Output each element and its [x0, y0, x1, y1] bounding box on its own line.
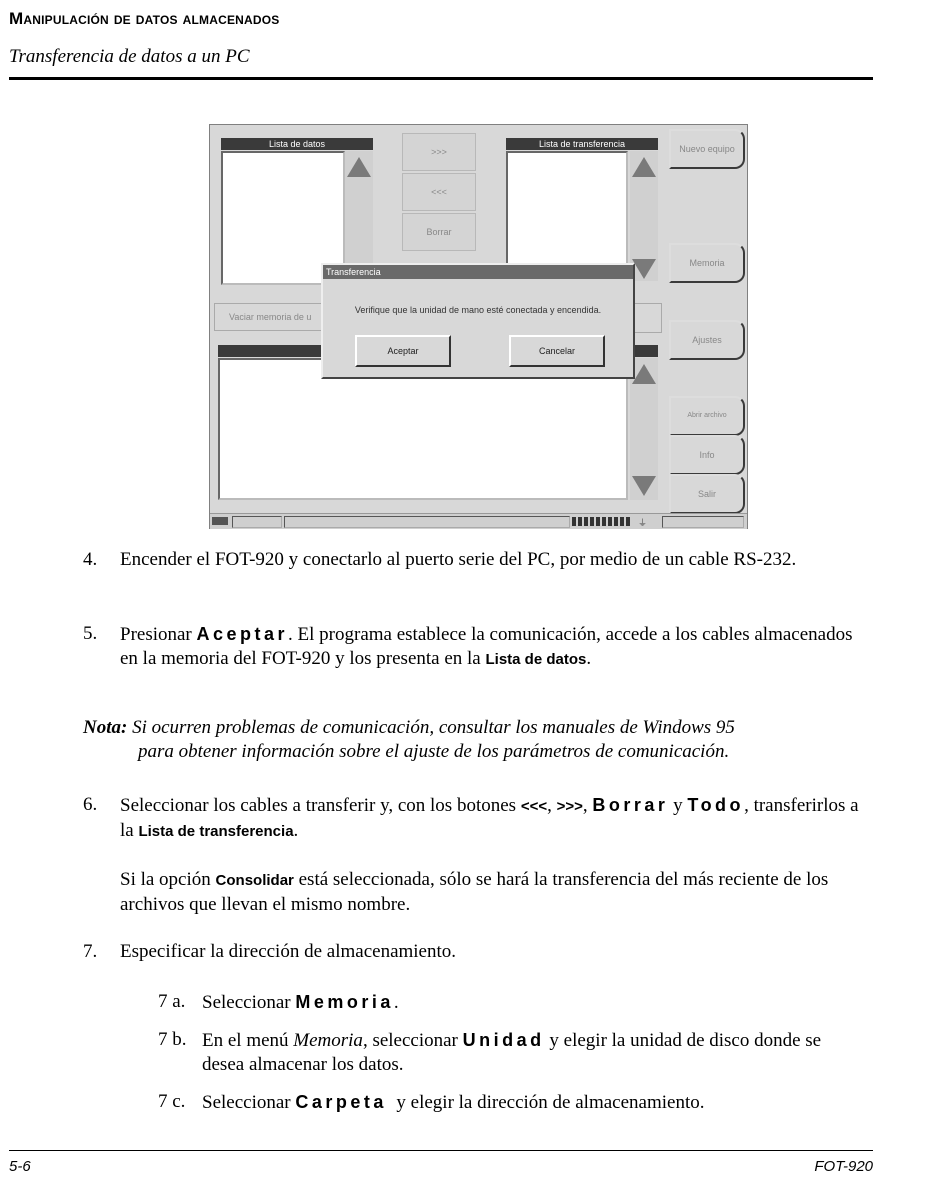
step-5-text — [120, 622, 860, 672]
borrar-keyword: Borrar — [592, 795, 669, 815]
section-subtitle: Transferencia de datos a un PC — [9, 46, 250, 67]
step-6-text — [120, 793, 865, 844]
text-run: , — [547, 795, 557, 816]
memoria-button[interactable]: Memoria — [669, 243, 745, 283]
transfer-window-screenshot — [209, 124, 748, 529]
vaciar-memoria-button[interactable]: Vaciar memoria de u — [214, 303, 340, 331]
lista-datos-title: Lista de datos — [221, 138, 373, 150]
move-right-button[interactable]: >>> — [402, 133, 476, 171]
carpeta-keyword: Carpeta — [295, 1092, 387, 1112]
substep-number: 7 b. — [158, 1029, 187, 1050]
step-7-text: Especificar la dirección de almacenamiento. — [120, 941, 457, 962]
step-7c-text — [202, 1090, 862, 1115]
dialog-title: Transferencia — [323, 265, 633, 279]
text-run: y — [668, 795, 688, 816]
aceptar-button[interactable]: Aceptar — [355, 335, 451, 367]
cancelar-button[interactable]: Cancelar — [509, 335, 605, 367]
note-line-1 — [83, 716, 883, 740]
substep-number: 7 c. — [158, 1091, 186, 1112]
plug-icon: ⏚ — [638, 518, 648, 528]
step-number: 4. — [83, 549, 98, 570]
unidad-keyword: Unidad — [462, 1030, 545, 1050]
status-cell — [232, 516, 282, 528]
text-run: . El programa establece la comunicación, accede a los cables almacenados en la memoria del FOT-920 y los presenta en la — [120, 624, 853, 669]
text-run: , seleccionar — [362, 1030, 463, 1051]
aceptar-keyword: Aceptar — [196, 624, 289, 644]
lista-transferencia-keyword: Lista de transferencia — [138, 823, 294, 840]
text-run: Si la opción — [120, 869, 216, 890]
text-run: . — [393, 992, 399, 1013]
text-run: y elegir la dirección de almacenamiento. — [386, 1092, 705, 1113]
consolidar-keyword: Consolidar — [215, 872, 294, 889]
connection-icon — [212, 517, 228, 525]
substep-number: 7 a. — [158, 991, 186, 1012]
left-arrows-keyword: <<< — [520, 798, 548, 815]
todo-keyword: Todo — [687, 795, 745, 815]
salir-button[interactable]: Salir — [669, 474, 745, 514]
note-label: Nota: — [83, 717, 128, 738]
bottom-list-scrollbar[interactable] — [630, 358, 658, 500]
text-run: Seleccionar — [202, 992, 296, 1013]
option-box[interactable] — [632, 303, 662, 333]
progress-icon — [572, 517, 632, 526]
step-7a-text — [202, 990, 862, 1015]
lista-datos-keyword: Lista de datos — [485, 651, 587, 668]
ajustes-button[interactable]: Ajustes — [669, 320, 745, 360]
scroll-down-icon[interactable] — [632, 476, 656, 496]
step-number: 6. — [83, 794, 98, 815]
status-bar — [210, 513, 747, 529]
text-run: está seleccionada, sólo se hará la transferencia del más reciente de los archivos que llevan el mismo nombre. — [120, 869, 829, 915]
text-run: , — [582, 795, 593, 816]
scroll-up-icon[interactable] — [347, 157, 371, 177]
step-4-text: Encender el FOT-920 y conectarlo al puerto serie del PC, por medio de un cable RS-232. — [120, 549, 797, 570]
text-run: . — [293, 820, 299, 841]
right-arrows-keyword: >>> — [556, 798, 583, 815]
text-run: En el menú — [202, 1030, 294, 1051]
text-run: Seleccionar los cables a transferir y, con los botones — [120, 795, 521, 816]
move-left-button[interactable]: <<< — [402, 173, 476, 211]
status-cell — [284, 516, 570, 528]
text-run: Seleccionar — [202, 1092, 296, 1113]
product-name: FOT-920 — [814, 1158, 873, 1175]
status-cell — [662, 516, 744, 528]
bottom-list-box[interactable] — [218, 358, 628, 500]
text-run: Presionar — [120, 624, 197, 645]
step-number: 5. — [83, 623, 98, 644]
memoria-menu-name: Memoria — [293, 1030, 363, 1051]
text-run: , transferirlos a la — [120, 795, 859, 841]
header-rule — [9, 77, 873, 80]
page-number: 5-6 — [9, 1158, 31, 1175]
scroll-up-icon[interactable] — [632, 157, 656, 177]
note-text: Si ocurren problemas de comunicación, consultar los manuales de Windows 95 — [127, 717, 735, 738]
scroll-up-icon[interactable] — [632, 364, 656, 384]
info-button[interactable]: Info — [669, 435, 745, 475]
lista-transferencia-title: Lista de transferencia — [506, 138, 658, 150]
dialog-message: Verifique que la unidad de mano esté conectada y encendida. — [354, 305, 602, 315]
lista-datos-scrollbar[interactable] — [345, 151, 373, 281]
step-6-consolidar-text — [120, 868, 865, 917]
borrar-button[interactable]: Borrar — [402, 213, 476, 251]
scroll-down-icon[interactable] — [632, 259, 656, 279]
section-title: Manipulación de datos almacenados — [9, 9, 280, 28]
lista-transferencia-scrollbar[interactable] — [630, 151, 658, 281]
step-7b-text — [202, 1028, 862, 1077]
footer-rule — [9, 1150, 873, 1151]
note-line-2: para obtener información sobre el ajuste de los parámetros de comunicación. — [138, 741, 730, 762]
abrir-archivo-button[interactable]: Abrir archivo — [669, 396, 745, 436]
nuevo-equipo-button[interactable]: Nuevo equipo — [669, 129, 745, 169]
text-run: y elegir la unidad de disco donde se desea almacenar los datos. — [202, 1030, 822, 1075]
transferencia-dialog — [321, 263, 635, 379]
memoria-keyword: Memoria — [295, 992, 394, 1012]
note — [83, 716, 883, 764]
step-number: 7. — [83, 941, 98, 962]
text-run: . — [586, 648, 592, 669]
